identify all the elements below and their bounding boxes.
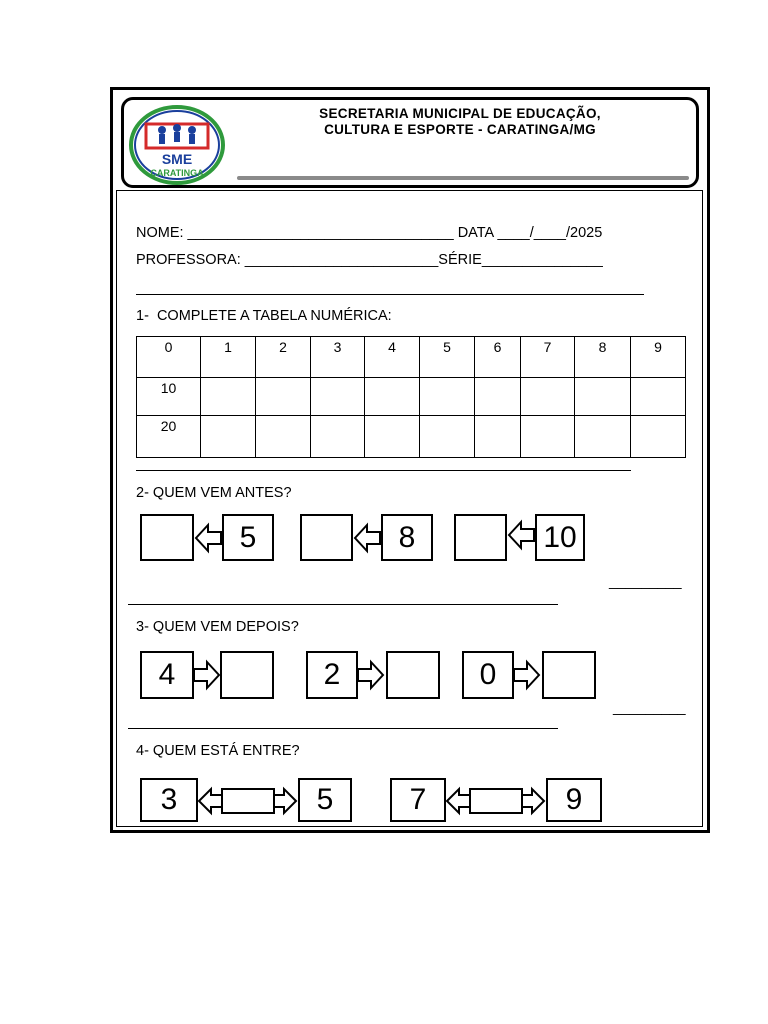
table-cell-blank[interactable]	[420, 416, 475, 458]
q3-title: 3- QUEM VEM DEPOIS?	[136, 619, 299, 635]
table-cell: 5	[420, 337, 475, 378]
sme-logo	[128, 104, 226, 186]
number-box: 10	[535, 514, 585, 561]
answer-box[interactable]	[220, 651, 274, 699]
double-arrow-icon	[446, 787, 546, 815]
q2-divider	[128, 604, 558, 605]
answer-box[interactable]	[300, 514, 353, 561]
header-title-line2: CULTURA E ESPORTE - CARATINGA/MG	[324, 122, 596, 137]
number-box: 9	[546, 778, 602, 822]
table-cell: 1	[201, 337, 256, 378]
answer-box[interactable]	[140, 514, 194, 561]
table-cell: 9	[631, 337, 686, 378]
q2-title: 2- QUEM VEM ANTES?	[136, 485, 292, 501]
content-border	[116, 190, 703, 827]
table-cell-blank[interactable]	[201, 378, 256, 416]
q3-answer-blank[interactable]: _________	[613, 700, 686, 716]
table-cell: 4	[365, 337, 420, 378]
professora-serie-field[interactable]: PROFESSORA: ________________________SÉRIE_______________	[136, 252, 603, 268]
arrow-left-icon	[195, 523, 222, 553]
table-cell: 20	[137, 416, 201, 458]
logo-text: SME	[161, 151, 193, 167]
header-underline	[237, 176, 689, 180]
table-cell: 10	[137, 378, 201, 416]
number-box: 3	[140, 778, 198, 822]
header-title-line1: SECRETARIA MUNICIPAL DE EDUCAÇÃO,	[319, 106, 601, 121]
number-box: 4	[140, 651, 194, 699]
number-box: 5	[222, 514, 274, 561]
table-cell: 2	[256, 337, 311, 378]
q3-divider	[128, 728, 558, 729]
arrow-right-icon	[357, 660, 384, 690]
arrow-left-icon	[354, 523, 381, 553]
table-cell-blank[interactable]	[365, 416, 420, 458]
table-cell: 7	[521, 337, 575, 378]
table-cell-blank[interactable]	[631, 416, 686, 458]
table-cell-blank[interactable]	[521, 378, 575, 416]
number-box: 8	[381, 514, 433, 561]
table-cell-blank[interactable]	[201, 416, 256, 458]
table-cell-blank[interactable]	[256, 378, 311, 416]
arrow-left-icon	[508, 520, 535, 550]
answer-box[interactable]	[386, 651, 440, 699]
table-cell-blank[interactable]	[475, 378, 521, 416]
answer-box[interactable]	[454, 514, 507, 561]
logo-subtext: CARATINGA	[150, 168, 204, 178]
table-cell: 0	[137, 337, 201, 378]
table-cell-blank[interactable]	[521, 416, 575, 458]
table-cell: 3	[311, 337, 365, 378]
table-cell-blank[interactable]	[311, 378, 365, 416]
table-cell-blank[interactable]	[475, 416, 521, 458]
nome-data-field[interactable]: NOME: _________________________________ DATA ____/____/2025	[136, 225, 603, 241]
q1-title: 1- COMPLETE A TABELA NUMÉRICA:	[136, 308, 392, 324]
table-cell-blank[interactable]	[575, 378, 631, 416]
number-box: 7	[390, 778, 446, 822]
answer-box[interactable]	[542, 651, 596, 699]
q4-title: 4- QUEM ESTÁ ENTRE?	[136, 743, 300, 759]
number-box: 5	[298, 778, 352, 822]
q1-divider	[136, 470, 631, 471]
table-cell: 6	[475, 337, 521, 378]
table-cell-blank[interactable]	[631, 378, 686, 416]
number-box: 0	[462, 651, 514, 699]
table-cell-blank[interactable]	[420, 378, 475, 416]
table-cell-blank[interactable]	[311, 416, 365, 458]
header-title	[240, 106, 680, 138]
table-cell-blank[interactable]	[575, 416, 631, 458]
q2-answer-blank[interactable]: _________	[609, 574, 682, 590]
table-cell: 8	[575, 337, 631, 378]
double-arrow-icon	[198, 787, 298, 815]
number-box: 2	[306, 651, 358, 699]
arrow-right-icon	[193, 660, 220, 690]
number-table	[136, 336, 686, 458]
arrow-right-icon	[513, 660, 540, 690]
form-divider	[136, 294, 644, 295]
table-cell-blank[interactable]	[256, 416, 311, 458]
table-cell-blank[interactable]	[365, 378, 420, 416]
